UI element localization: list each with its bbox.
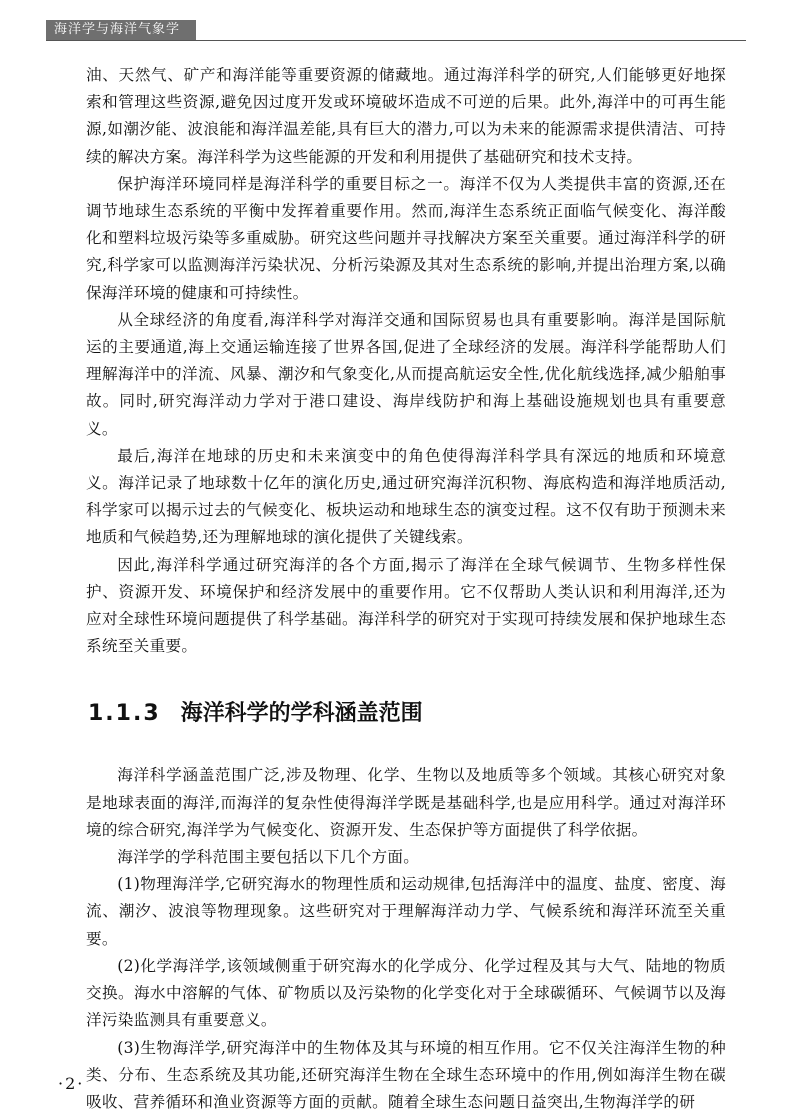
- paragraph: (2)化学海洋学,该领域侧重于研究海水的化学成分、化学过程及其与大气、陆地的物质交换。海水中溶解的气体、矿物质以及污染物的化学变化对于全球碳循环、气候调节以及海洋污染监测具有重要意义。: [86, 953, 726, 1035]
- section-heading: [88, 699, 728, 729]
- running-header: [46, 20, 746, 41]
- section-title: 海洋科学的学科涵盖范围: [181, 701, 423, 726]
- running-title: 海洋学与海洋气象学: [46, 20, 196, 40]
- paragraph: 最后,海洋在地球的历史和未来演变中的角色使得海洋科学具有深远的地质和环境意义。海洋记录了地球数十亿年的演化历史,通过研究海洋沉积物、海底构造和海洋地质活动,科学家可以揭示过去的气候变化、板块运动和地球生态的演变过程。这不仅有助于预测未来地质和气候趋势,还为理解地球的演化提供了关键线索。: [86, 443, 726, 552]
- section-number: 1.1.3: [88, 701, 161, 726]
- paragraph: 海洋学的学科范围主要包括以下几个方面。: [86, 844, 726, 871]
- paragraph: (3)生物海洋学,研究海洋中的生物体及其与环境的相互作用。它不仅关注海洋生物的种类、分布、生态系统及其功能,还研究海洋生物在全球生态环境中的作用,例如海洋生物在碳吸收、营养循环和渔业资源等方面的贡献。随着全球生态问题日益突出,生物海洋学的研: [86, 1035, 726, 1116]
- paragraph-continued: 油、天然气、矿产和海洋能等重要资源的储藏地。通过海洋科学的研究,人们能够更好地探索和管理这些资源,避免因过度开发或环境破坏造成不可逆的后果。此外,海洋中的可再生能源,如潮汐能、波浪能和海洋温差能,具有巨大的潜力,可以为未来的能源需求提供清洁、可持续的解决方案。海洋科学为这些能源的开发和利用提供了基础研究和技术支持。: [86, 62, 726, 171]
- paragraph: (1)物理海洋学,它研究海水的物理性质和运动规律,包括海洋中的温度、盐度、密度、海流、潮汐、波浪等物理现象。这些研究对于理解海洋动力学、气候系统和海洋环流至关重要。: [86, 871, 726, 953]
- paragraph: 从全球经济的角度看,海洋科学对海洋交通和国际贸易也具有重要影响。海洋是国际航运的主要通道,海上交通运输连接了世界各国,促进了全球经济的发展。海洋科学能帮助人们理解海洋中的洋流、风暴、潮汐和气象变化,从而提高航运安全性,优化航线选择,减少船舶事故。同时,研究海洋动力学对于港口建设、海岸线防护和海上基础设施规划也具有重要意义。: [86, 307, 726, 443]
- paragraph: 因此,海洋科学通过研究海洋的各个方面,揭示了海洋在全球气候调节、生物多样性保护、资源开发、环境保护和经济发展中的重要作用。它不仅帮助人类认识和利用海洋,还为应对全球性环境问题提供了科学基础。海洋科学的研究对于实现可持续发展和保护地球生态系统至关重要。: [86, 552, 726, 661]
- paragraph: 保护海洋环境同样是海洋科学的重要目标之一。海洋不仅为人类提供丰富的资源,还在调节地球生态系统的平衡中发挥着重要作用。然而,海洋生态系统正面临气候变化、海洋酸化和塑料垃圾污染等多重威胁。研究这些问题并寻找解决方案至关重要。通过海洋科学的研究,科学家可以监测海洋污染状况、分析污染源及其对生态系统的影响,并提出治理方案,以确保海洋环境的健康和可持续性。: [86, 171, 726, 307]
- paragraph: 海洋科学涵盖范围广泛,涉及物理、化学、生物以及地质等多个领域。其核心研究对象是地球表面的海洋,而海洋的复杂性使得海洋学既是基础科学,也是应用科学。通过对海洋环境的综合研究,海洋学为气候变化、资源开发、生态保护等方面提供了科学依据。: [86, 762, 726, 844]
- page-number: ·2·: [58, 1074, 84, 1093]
- page-body: [86, 62, 726, 1116]
